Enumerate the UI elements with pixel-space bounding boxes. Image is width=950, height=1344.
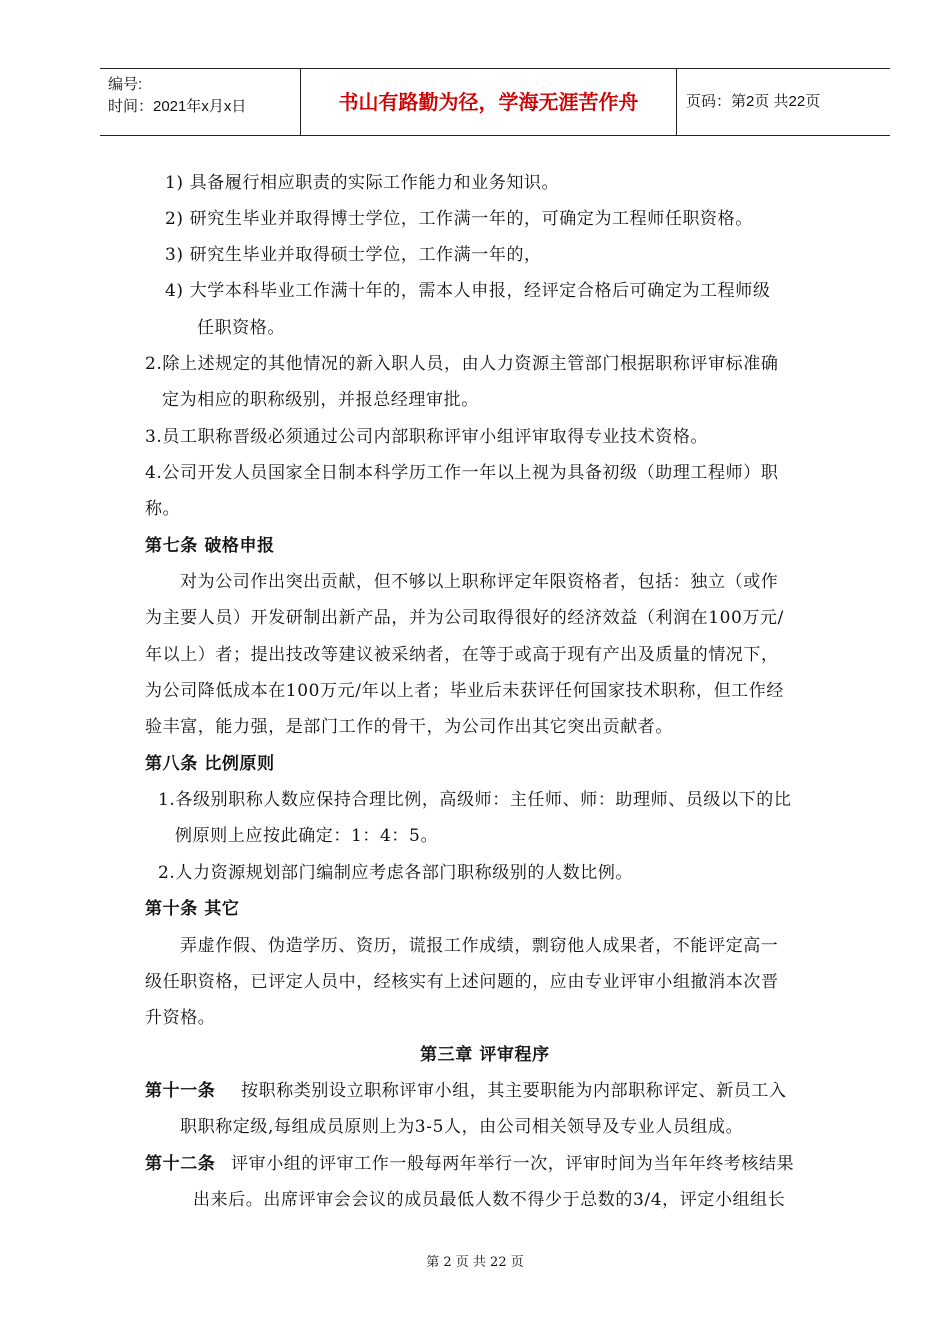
time-label: 时间：2021年x月x日 (108, 98, 247, 115)
header-motto: 书山有路勤为径，学海无涯苦作舟 (301, 69, 677, 135)
text-line: 称。 (145, 499, 181, 519)
article-label: 第十一条 (145, 1081, 216, 1101)
text-line: 定为相应的职称级别，并报总经理审批。 (162, 390, 479, 410)
text-line: 弄虚作假、伪造学历、资历，谎报工作成绩，剽窃他人成果者，不能评定高一 (180, 936, 779, 956)
text-line: 出来后。出席评审会会议的成员最低人数不得少于总数的3/4，评定小组组长 (193, 1190, 786, 1210)
text-line: 验丰富，能力强，是部门工作的骨干，为公司作出其它突出贡献者。 (145, 717, 673, 737)
text-line: 职职称定级,每组成员原则上为3-5人，由公司相关领导及专业人员组成。 (180, 1117, 744, 1137)
header-meta (100, 69, 301, 135)
text-line: 3) 研究生毕业并取得硕士学位，工作满一年的， (165, 245, 542, 265)
text-line: 年以上）者；提出技改等建议被采纳者，在等于或高于现有产出及质量的情况下， (145, 645, 779, 665)
article-label: 第十二条 (145, 1154, 216, 1174)
text-line: 升资格。 (145, 1008, 216, 1028)
text-line: 2.除上述规定的其他情况的新入职人员，由人力资源主管部门根据职称评审标准确 (145, 354, 779, 374)
text-line: 按职称类别设立职称评审小组，其主要职能为内部职称评定、新员工入 (241, 1081, 787, 1101)
text-line: 4) 大学本科毕业工作满十年的，需本人申报，经评定合格后可确定为工程师级 (165, 281, 771, 301)
page-header (100, 68, 890, 136)
text-line: 1) 具备履行相应职责的实际工作能力和业务知识。 (165, 173, 560, 193)
text-line: 2.人力资源规划部门编制应考虑各部门职称级别的人数比例。 (158, 863, 634, 883)
page-footer: 第 2 页 共 22 页 (426, 1255, 524, 1270)
text-line: 2) 研究生毕业并取得博士学位，工作满一年的，可确定为工程师任职资格。 (165, 209, 753, 229)
section-heading: 第八条 比例原则 (145, 754, 275, 774)
text-line: 任职资格。 (197, 318, 285, 338)
number-label: 编号: (108, 76, 143, 93)
text-line: 1.各级别职称人数应保持合理比例，高级师：主任师、师：助理师、员级以下的比 (158, 790, 792, 810)
section-heading: 第七条 破格申报 (145, 536, 275, 556)
text-line: 评审小组的评审工作一般每两年举行一次，评审时间为当年年终考核结果 (231, 1154, 795, 1174)
page-number-label: 页码：第2页 共22页 (686, 93, 821, 110)
section-heading: 第十条 其它 (145, 899, 240, 919)
text-line: 为公司降低成本在100万元/年以上者；毕业后未获评任何国家技术职称，但工作经 (145, 681, 784, 701)
text-line: 4.公司开发人员国家全日制本科学历工作一年以上视为具备初级（助理工程师）职 (145, 463, 779, 483)
text-line: 对为公司作出突出贡献，但不够以上职称评定年限资格者，包括：独立（或作 (180, 572, 779, 592)
text-line: 为主要人员）开发研制出新产品，并为公司取得很好的经济效益（利润在100万元/ (145, 608, 784, 628)
text-line: 3.员工职称晋级必须通过公司内部职称评审小组评审取得专业技术资格。 (145, 427, 709, 447)
chapter-heading: 第三章 评审程序 (420, 1045, 550, 1065)
text-line: 级任职资格，已评定人员中，经核实有上述问题的，应由专业评审小组撤消本次晋 (145, 972, 779, 992)
text-line: 例原则上应按此确定：1：4：5。 (175, 826, 439, 846)
